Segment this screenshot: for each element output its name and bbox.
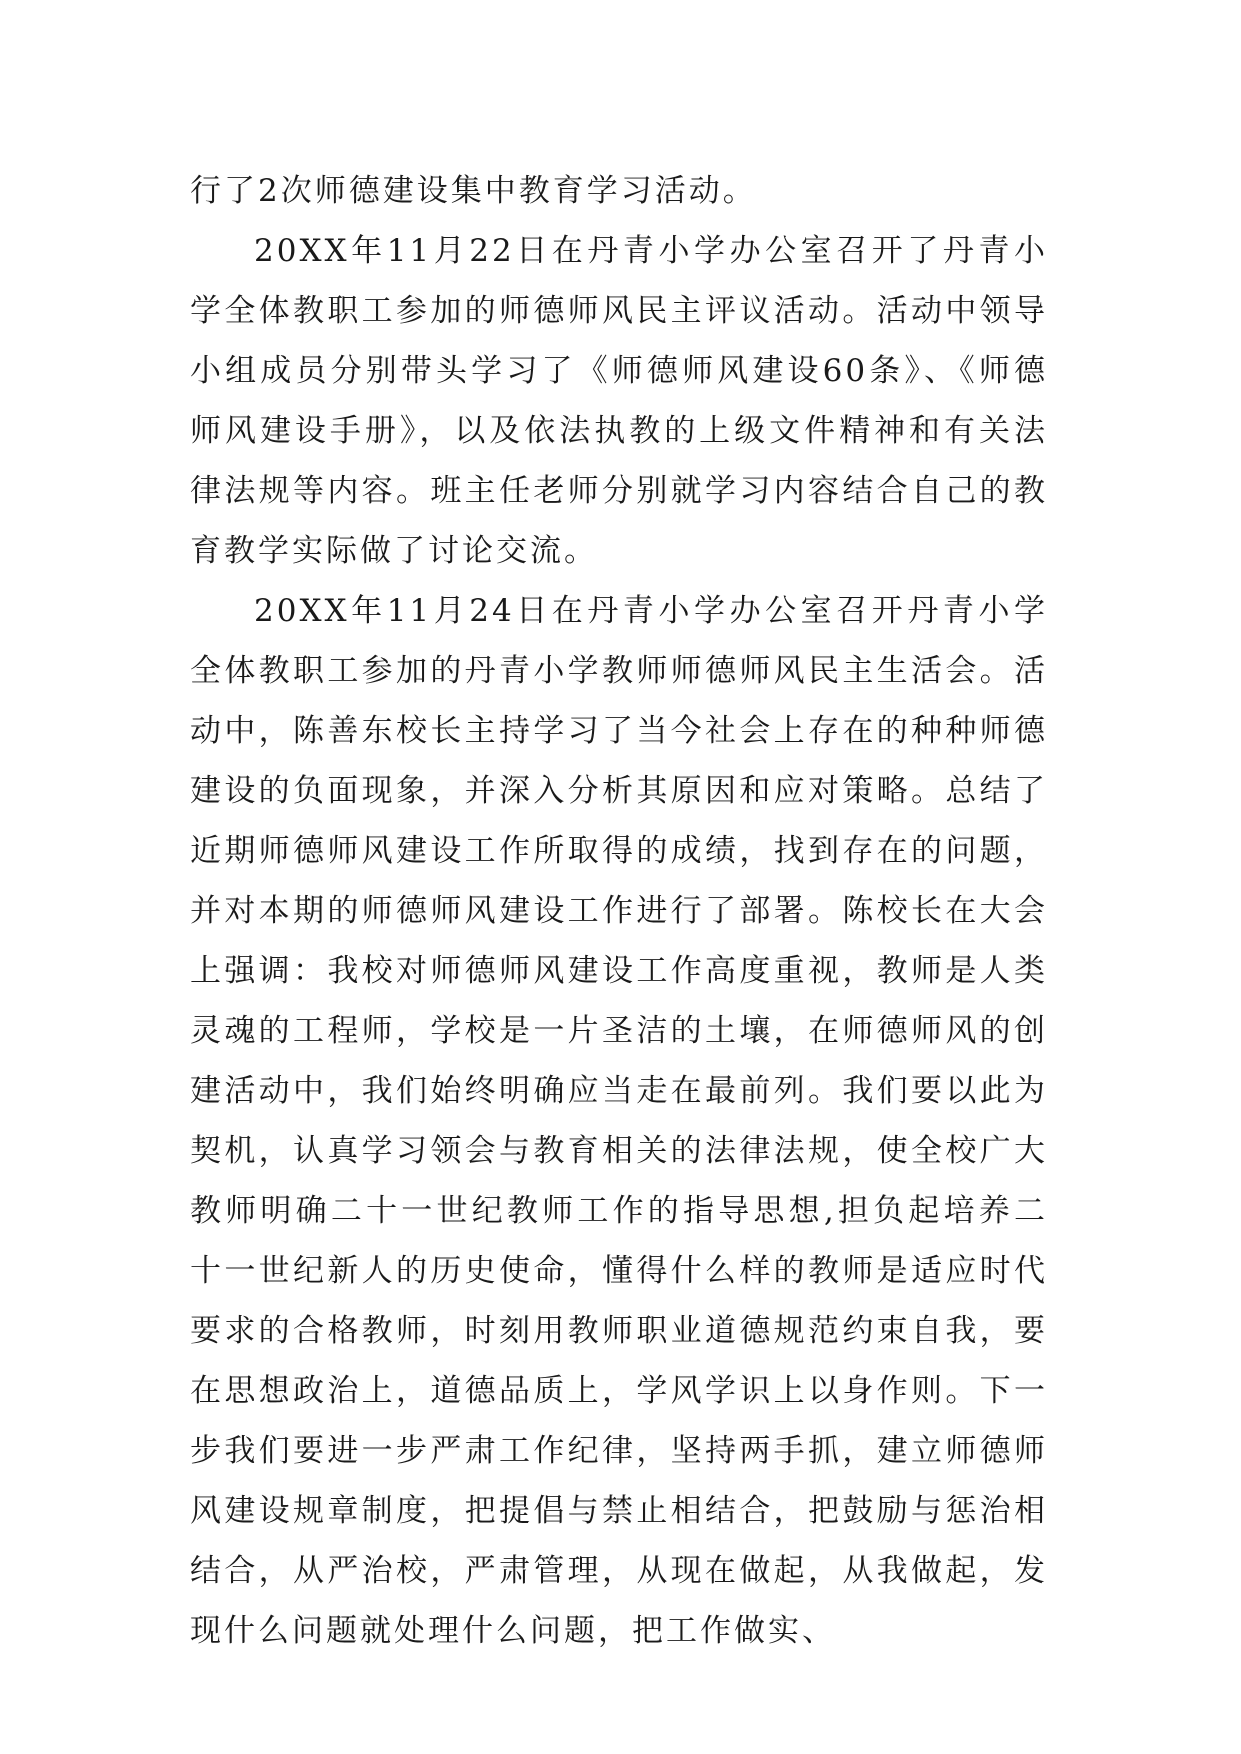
paragraph-nov-22-activity: 20XX年11月22日在丹青小学办公室召开了丹青小学全体教职工参加的师德师风民主评议活动。活动中领导小组成员分别带头学习了《师德师风建设60条》、《师德师风建设手册》，以及依法执教的上级文件精神和有关法律法规等内容。班主任老师分别就学习内容结合自己的教育教学实际做了讨论交流。: [190, 233, 1048, 569]
paragraph-continuation: 行了2次师德建设集中教育学习活动。: [190, 173, 757, 209]
paragraph-nov-24-meeting: 20XX年11月24日在丹青小学办公室召开丹青小学全体教职工参加的丹青小学教师师德师风民主生活会。活动中，陈善东校长主持学习了当今社会上存在的种种师德建设的负面现象，并深入分析其原因和应对策略。总结了近期师德师风建设工作所取得的成绩，找到存在的问题，并对本期的师德师风建设工作进行了部署。陈校长在大会上强调：我校对师德师风建设工作高度重视，教师是人类灵魂的工程师，学校是一片圣洁的土壤，在师德师风的创建活动中，我们始终明确应当走在最前列。我们要以此为契机，认真学习领会与教育相关的法律法规，使全校广大教师明确二十一世纪教师工作的指导思想,担负起培养二十一世纪新人的历史使命，懂得什么样的教师是适应时代要求的合格教师，时刻用教师职业道德规范约束自我，要在思想政治上，道德品质上，学风学识上以身作则。下一步我们要进一步严肃工作纪律，坚持两手抓，建立师德师风建设规章制度，把提倡与禁止相结合，把鼓励与惩治相结合，从严治校，严肃管理，从现在做起，从我做起，发现什么问题就处理什么问题，把工作做实、: [190, 593, 1048, 1649]
document-body: [190, 161, 1048, 1661]
